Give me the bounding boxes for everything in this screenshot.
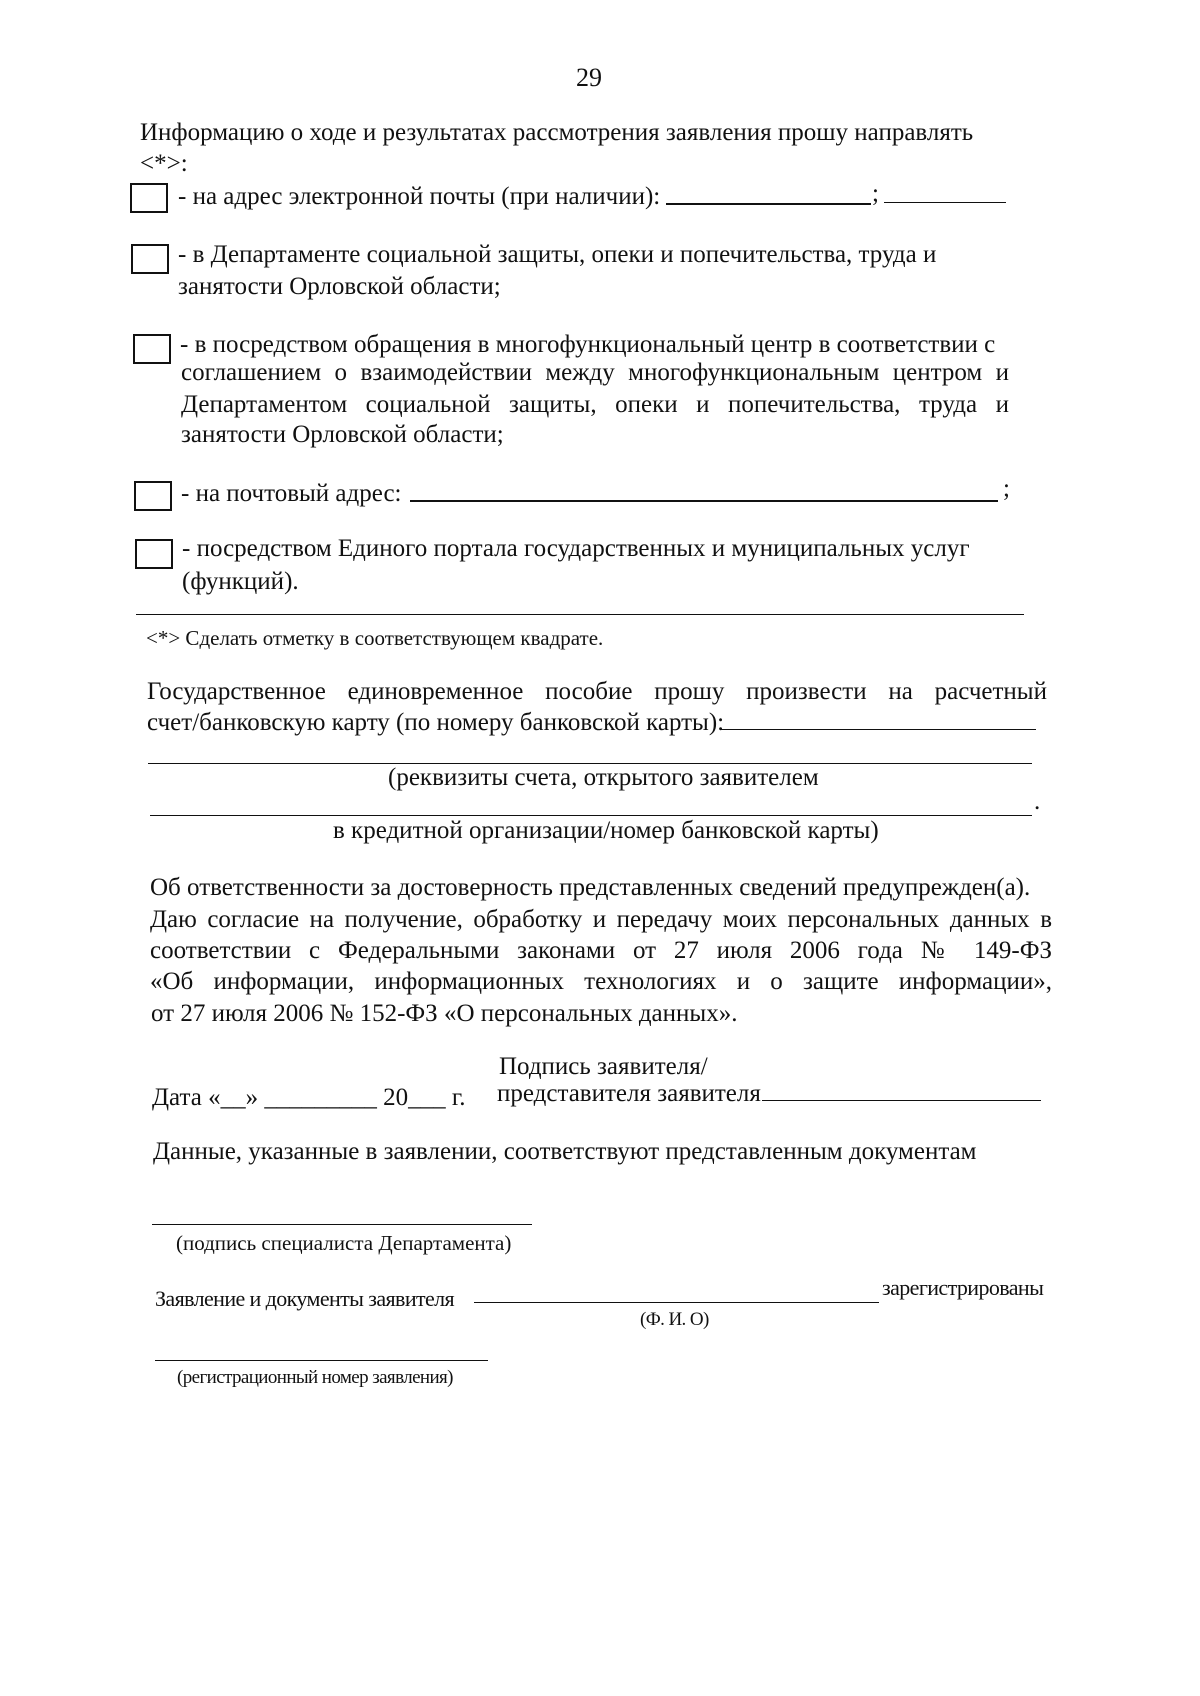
mfc-option-line2: соглашением о взаимодействии между многофункциональным центром и <box>181 359 1009 386</box>
postal-address-input-line[interactable] <box>410 500 998 502</box>
account-period: . <box>1034 788 1041 815</box>
notification-intro-line1: Информацию о ходе и результатах рассмотрения заявления прошу направлять <box>140 119 974 146</box>
portal-option-line2: (функций). <box>182 568 299 595</box>
payment-line1: Государственное единовременное пособие прошу произвести на расчетный <box>147 678 1047 705</box>
postal-separator: ; <box>1003 475 1010 502</box>
registration-fio-line[interactable] <box>474 1302 879 1303</box>
verification-statement: Данные, указанные в заявлении, соответствуют представленным документам <box>153 1138 977 1165</box>
footnote-text: <*> Сделать отметку в соответствующем квадрате. <box>146 626 604 650</box>
portal-option-checkbox[interactable] <box>135 539 173 569</box>
postal-option-checkbox[interactable] <box>134 481 172 511</box>
registration-number-caption: (регистрационный номер заявления) <box>177 1367 453 1388</box>
signature-label-line1: Подпись заявителя/ <box>499 1053 708 1080</box>
signature-input-line[interactable] <box>762 1100 1041 1101</box>
registration-label: Заявление и документы заявителя <box>155 1286 455 1311</box>
account-caption1: (реквизиты счета, открытого заявителем <box>388 764 819 791</box>
mfc-option-line4: занятости Орловской области; <box>181 421 504 448</box>
consent-line5: от 27 июля 2006 № 152-ФЗ «О персональных данных». <box>151 1000 738 1027</box>
consent-line3: соответствии с Федеральными законами от 27 июля 2006 года № 149-ФЗ <box>150 937 1052 964</box>
registration-suffix: зарегистрированы <box>882 1275 1044 1300</box>
mfc-option-checkbox[interactable] <box>133 334 171 364</box>
footnote-divider <box>136 614 1024 615</box>
date-field[interactable]: Дата «__» _________ 20___ г. <box>152 1084 466 1111</box>
email-option-label: - на адрес электронной почты (при наличии): <box>178 183 661 210</box>
consent-line1: Об ответственности за достоверность представленных сведений предупрежден(а). <box>150 874 1031 901</box>
email-option-checkbox[interactable] <box>130 183 168 213</box>
postal-option-label: - на почтовый адрес: <box>181 480 402 507</box>
page-number: 29 <box>576 63 602 92</box>
email-separator: ; <box>872 180 879 207</box>
signature-label-line2: представителя заявителя <box>497 1080 761 1107</box>
registration-number-line[interactable] <box>155 1360 488 1361</box>
portal-option-line1: - посредством Единого портала государственных и муниципальных услуг <box>182 535 970 562</box>
consent-line2: Даю согласие на получение, обработку и передачу моих персональных данных в <box>150 906 1052 933</box>
consent-line4: «Об информации, информационных технологиях и о защите информации», <box>150 968 1052 995</box>
department-option-line2: занятости Орловской области; <box>178 273 501 300</box>
bank-card-input-line[interactable] <box>720 729 1036 730</box>
department-option-checkbox[interactable] <box>131 244 169 274</box>
specialist-signature-line[interactable] <box>152 1224 532 1225</box>
account-caption2: в кредитной организации/номер банковской карты) <box>333 817 879 844</box>
mfc-option-line3: Департаментом социальной защиты, опеки и попечительства, труда и <box>181 391 1009 418</box>
notification-intro-line2: <*>: <box>140 150 188 177</box>
department-option-line1: - в Департаменте социальной защиты, опеки и попечительства, труда и <box>178 241 937 268</box>
fio-caption: (Ф. И. О) <box>640 1309 709 1330</box>
payment-line2: счет/банковскую карту (по номеру банковской карты): <box>147 709 725 736</box>
specialist-signature-caption: (подпись специалиста Департамента) <box>176 1231 512 1255</box>
email-input-line[interactable] <box>666 203 871 205</box>
mfc-option-line1: - в посредством обращения в многофункциональный центр в соответствии с <box>180 331 996 358</box>
email-input-line-extra[interactable] <box>884 202 1006 203</box>
